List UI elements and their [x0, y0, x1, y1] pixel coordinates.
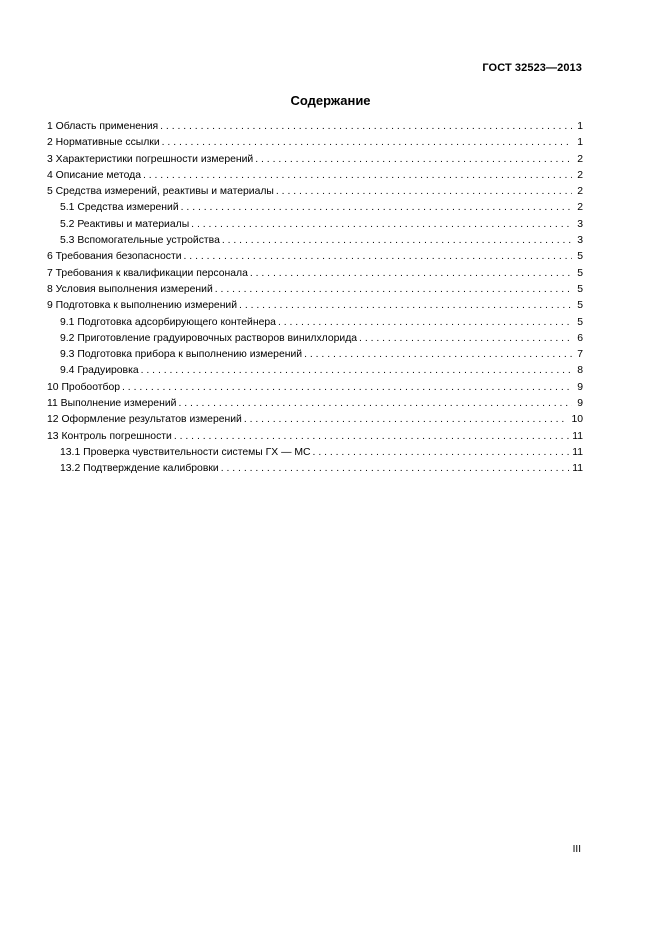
toc-entry-label: 13.2 Подтверждение калибровки	[60, 463, 219, 475]
toc-entry[interactable]	[47, 249, 583, 265]
toc-entry[interactable]	[47, 380, 583, 396]
toc-entry[interactable]	[47, 445, 583, 461]
toc-entry-page: 5	[577, 300, 583, 312]
toc-dot-leader	[278, 315, 572, 331]
toc-dot-leader	[122, 380, 572, 396]
toc-entry-label: 13.1 Проверка чувствительности системы ГХ — МС	[60, 446, 311, 458]
toc-entry[interactable]	[47, 347, 583, 363]
page-number: III	[572, 844, 581, 855]
toc-entry-label: 5.3 Вспомогательные устройства	[60, 235, 220, 247]
toc-dot-leader	[160, 119, 572, 135]
toc-dot-leader	[191, 217, 572, 233]
toc-entry-page: 1	[577, 137, 583, 149]
toc-entry-page: 8	[577, 365, 583, 377]
toc-entry-label: 5.1 Средства измерений	[60, 202, 179, 214]
toc-entry[interactable]	[47, 461, 583, 477]
toc-entry-page: 2	[577, 186, 583, 198]
toc-entry[interactable]	[47, 396, 583, 412]
toc-dot-leader	[239, 298, 572, 314]
toc-dot-leader	[313, 445, 570, 461]
toc-entry-page: 6	[577, 332, 583, 344]
toc-entry-label: 12 Оформление результатов измерений	[47, 414, 242, 426]
toc-entry[interactable]	[47, 168, 583, 184]
toc-entry-label: 5 Средства измерений, реактивы и материалы	[47, 186, 274, 198]
toc-dot-leader	[181, 200, 572, 216]
toc-entry-page: 1	[577, 121, 583, 132]
toc-dot-leader	[276, 184, 572, 200]
toc-entry-page: 11	[572, 446, 583, 458]
toc-entry-label: 4 Описание метода	[47, 169, 141, 181]
toc-entry-page: 10	[571, 414, 583, 426]
toc-entry-label: 13 Контроль погрешности	[47, 430, 172, 442]
toc-entry[interactable]	[47, 152, 583, 168]
toc-entry-page: 9	[577, 381, 583, 393]
toc-entry-label: 9.2 Приготовление градуировочных растворов винилхлорида	[60, 332, 358, 344]
toc-dot-leader	[250, 266, 572, 282]
toc-entry[interactable]	[47, 331, 583, 347]
toc-entry[interactable]	[47, 282, 583, 298]
toc-entry-label: 9.3 Подготовка прибора к выполнению измерений	[60, 349, 303, 361]
toc-dot-leader	[184, 249, 572, 265]
toc-entry[interactable]	[47, 266, 583, 282]
toc-dot-leader	[141, 363, 572, 379]
toc-entry-page: 9	[577, 398, 583, 410]
toc-entry-label: 11 Выполнение измерений	[47, 398, 177, 410]
toc-dot-leader	[221, 461, 569, 477]
toc-entry[interactable]	[47, 429, 583, 445]
toc-entry-label: 6 Требования безопасности	[47, 251, 182, 263]
toc-entry-page: 5	[577, 267, 583, 279]
toc-dot-leader	[222, 233, 572, 249]
toc-dot-leader	[162, 135, 572, 151]
toc-entry-label: 5.2 Реактивы и материалы	[60, 218, 190, 230]
toc-entry[interactable]	[47, 233, 583, 249]
toc-entry-label: 2 Нормативные ссылки	[47, 137, 160, 149]
toc-entry[interactable]	[47, 363, 583, 379]
toc-dot-leader	[255, 152, 572, 168]
toc-entry-label: 9 Подготовка к выполнению измерений	[47, 300, 238, 312]
toc-entry-page: 11	[572, 430, 583, 442]
toc-entry[interactable]	[47, 298, 583, 314]
toc-dot-leader	[143, 168, 572, 184]
toc-entry-label: 7 Требования к квалификации персонала	[47, 267, 248, 279]
toc-entry-page: 5	[577, 283, 583, 295]
toc-entry[interactable]	[47, 315, 583, 331]
toc-entry-label: 3 Характеристики погрешности измерений	[47, 153, 254, 165]
toc-entry-label: 9.1 Подготовка адсорбирующего контейнера	[60, 316, 276, 328]
toc-entry-page: 3	[577, 218, 583, 230]
toc-dot-leader	[178, 396, 572, 412]
toc-dot-leader	[174, 429, 569, 445]
toc-entry[interactable]	[47, 200, 583, 216]
toc-dot-leader	[359, 331, 572, 347]
toc-dot-leader	[304, 347, 572, 363]
document-code: ГОСТ 32523—2013	[482, 62, 582, 74]
toc-entry[interactable]	[47, 184, 583, 200]
toc-entry[interactable]	[47, 135, 583, 151]
toc-entry-page: 7	[577, 349, 583, 361]
toc-entry-page: 2	[577, 169, 583, 181]
toc-entry[interactable]	[47, 412, 583, 428]
toc-entry-page: 5	[577, 316, 583, 328]
toc-entry-label: 1 Область применения	[47, 121, 159, 132]
toc-dot-leader	[244, 412, 569, 428]
toc-entry-page: 3	[577, 235, 583, 247]
toc-entry-page: 2	[577, 153, 583, 165]
toc-entry-page: 5	[577, 251, 583, 263]
table-of-contents	[47, 119, 583, 478]
toc-entry-label: 9.4 Градуировка	[60, 365, 139, 377]
toc-title: Содержание	[290, 93, 371, 108]
toc-entry-label: 8 Условия выполнения измерений	[47, 283, 213, 295]
toc-entry[interactable]	[47, 119, 583, 135]
toc-entry-page: 11	[572, 463, 583, 475]
toc-entry-page: 2	[577, 202, 583, 214]
toc-dot-leader	[215, 282, 572, 298]
toc-entry[interactable]	[47, 217, 583, 233]
toc-entry-label: 10 Пробоотбор	[47, 381, 121, 393]
